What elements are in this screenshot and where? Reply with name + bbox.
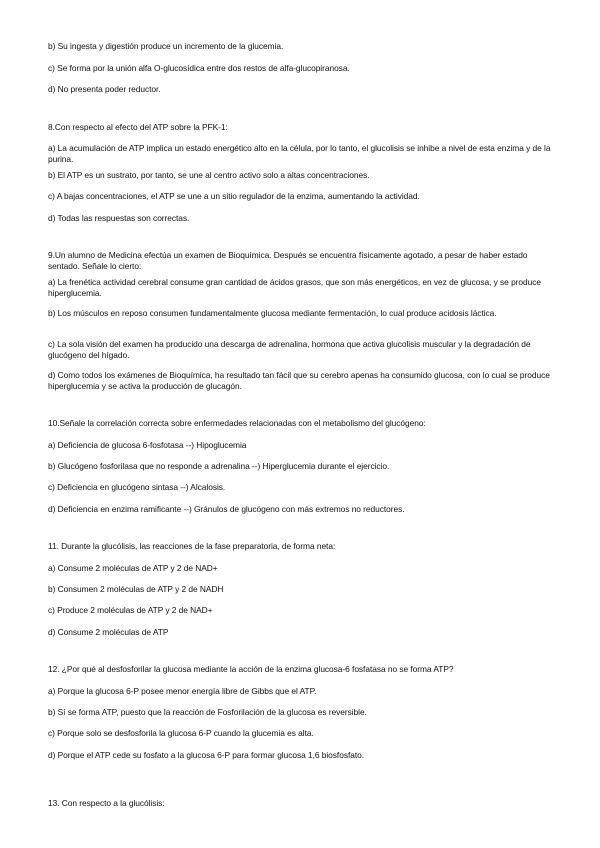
q9-stem: 9.Un alumno de Medicina efectúa un examen de Bioquímica. Después se encuentra físicamente agotado, a pesar de haber estado sentado. Señale lo cierto:: [48, 250, 528, 271]
q8-option-b: b) El ATP es un sustrato, por tanto, se une al centro activo solo a altas concentraciones.: [48, 170, 370, 180]
q12-stem: 12. ¿Por qué al desfosforilar la glucosa mediante la acción de la enzima glucosa-6 fosfatasa no se forma ATP?: [48, 664, 454, 674]
q10-option-d: d) Deficiencia en enzima ramificante --) Gránulos de glucógeno con más extremos no reductores.: [48, 504, 405, 514]
q8-option-d: d) Todas las respuestas son correctas.: [48, 213, 190, 223]
q9-option-b: b) Los músculos en reposo consumen fundamentalmente glucosa mediante fermentación, lo cual produce acidosis láctica.: [48, 308, 497, 318]
q7-option-d: d) No presenta poder reductor.: [48, 84, 161, 94]
q8-option-c: c) A bajas concentraciones, el ATP se une a un sitio regulador de la enzima, aumentando la actividad.: [48, 191, 420, 201]
q11-option-c: c) Produce 2 moléculas de ATP y 2 de NAD+: [48, 605, 213, 615]
q12-option-d: d) Porque el ATP cede su fosfato a la glucosa 6-P para formar glucosa 1,6 biosfosfato.: [48, 750, 364, 760]
q7-option-c: c) Se forma por la unión alfa O-glucosídica entre dos restos de alfa-glucopiranosa.: [48, 63, 350, 73]
q10-stem: 10.Señale la correlación correcta sobre enfermedades relacionadas con el metabolismo del glucógeno:: [48, 418, 426, 428]
q7-option-b: b) Su ingesta y digestión produce un incremento de la glucemia.: [48, 41, 284, 51]
q11-option-b: b) Consumen 2 moléculas de ATP y 2 de NADH: [48, 584, 224, 594]
q11-option-a: a) Consume 2 moléculas de ATP y 2 de NAD+: [48, 563, 218, 573]
q8-option-a: a) La acumulación de ATP implica un estado energético alto en la célula, por lo tanto, el glucolisis se inhibe a nivel de esta enzima y de la purina.: [48, 143, 551, 164]
q12-option-a: a) Porque la glucosa 6-P posee menor energía libre de Gibbs que el ATP.: [48, 686, 317, 696]
q9-option-c: c) La sola visión del examen ha producido una descarga de adrenalina, hormona que activa glucolisis muscular y la degradación de glucógeno del hígado.: [48, 339, 531, 360]
q10-option-a: a) Deficiencia de glucosa 6-fosfotasa --) Hipoglucemia: [48, 440, 247, 450]
q10-option-b: b) Glucógeno fosforilasa que no responde a adrenalina --) Hiperglucemia durante el ejercicio.: [48, 461, 390, 471]
q12-option-b: b) Sí se forma ATP, puesto que la reacción de Fosforilación de la glucosa es reversible.: [48, 707, 367, 717]
q8-stem: 8.Con respecto al efecto del ATP sobre la PFK-1:: [48, 122, 228, 132]
q13-stem: 13. Con respecto a la glucólisis:: [48, 798, 165, 808]
q11-stem: 11. Durante la glucólisis, las reacciones de la fase preparatoria, de forma neta:: [48, 541, 336, 551]
q9-option-d: d) Como todos los exámenes de Bioquímica, ha resultado tan fácil que su cerebro apenas ha consumido glucosa, con lo cual se produce hiperglucemia y se activa la producción de glucagón.: [48, 370, 550, 391]
q10-option-c: c) Deficiencia en glucógeno sintasa --) Alcalosis.: [48, 482, 226, 492]
q11-option-d: d) Consume 2 moléculas de ATP: [48, 627, 169, 637]
q9-option-a: a) La frenética actividad cerebral consume gran cantidad de ácidos grasos, que son más energéticos, en vez de glucosa, y se produce hiperglucemia.: [48, 277, 541, 298]
q12-option-c: c) Porque solo se desfosforila la glucosa 6-P cuando la glucemia es alta.: [48, 728, 314, 738]
